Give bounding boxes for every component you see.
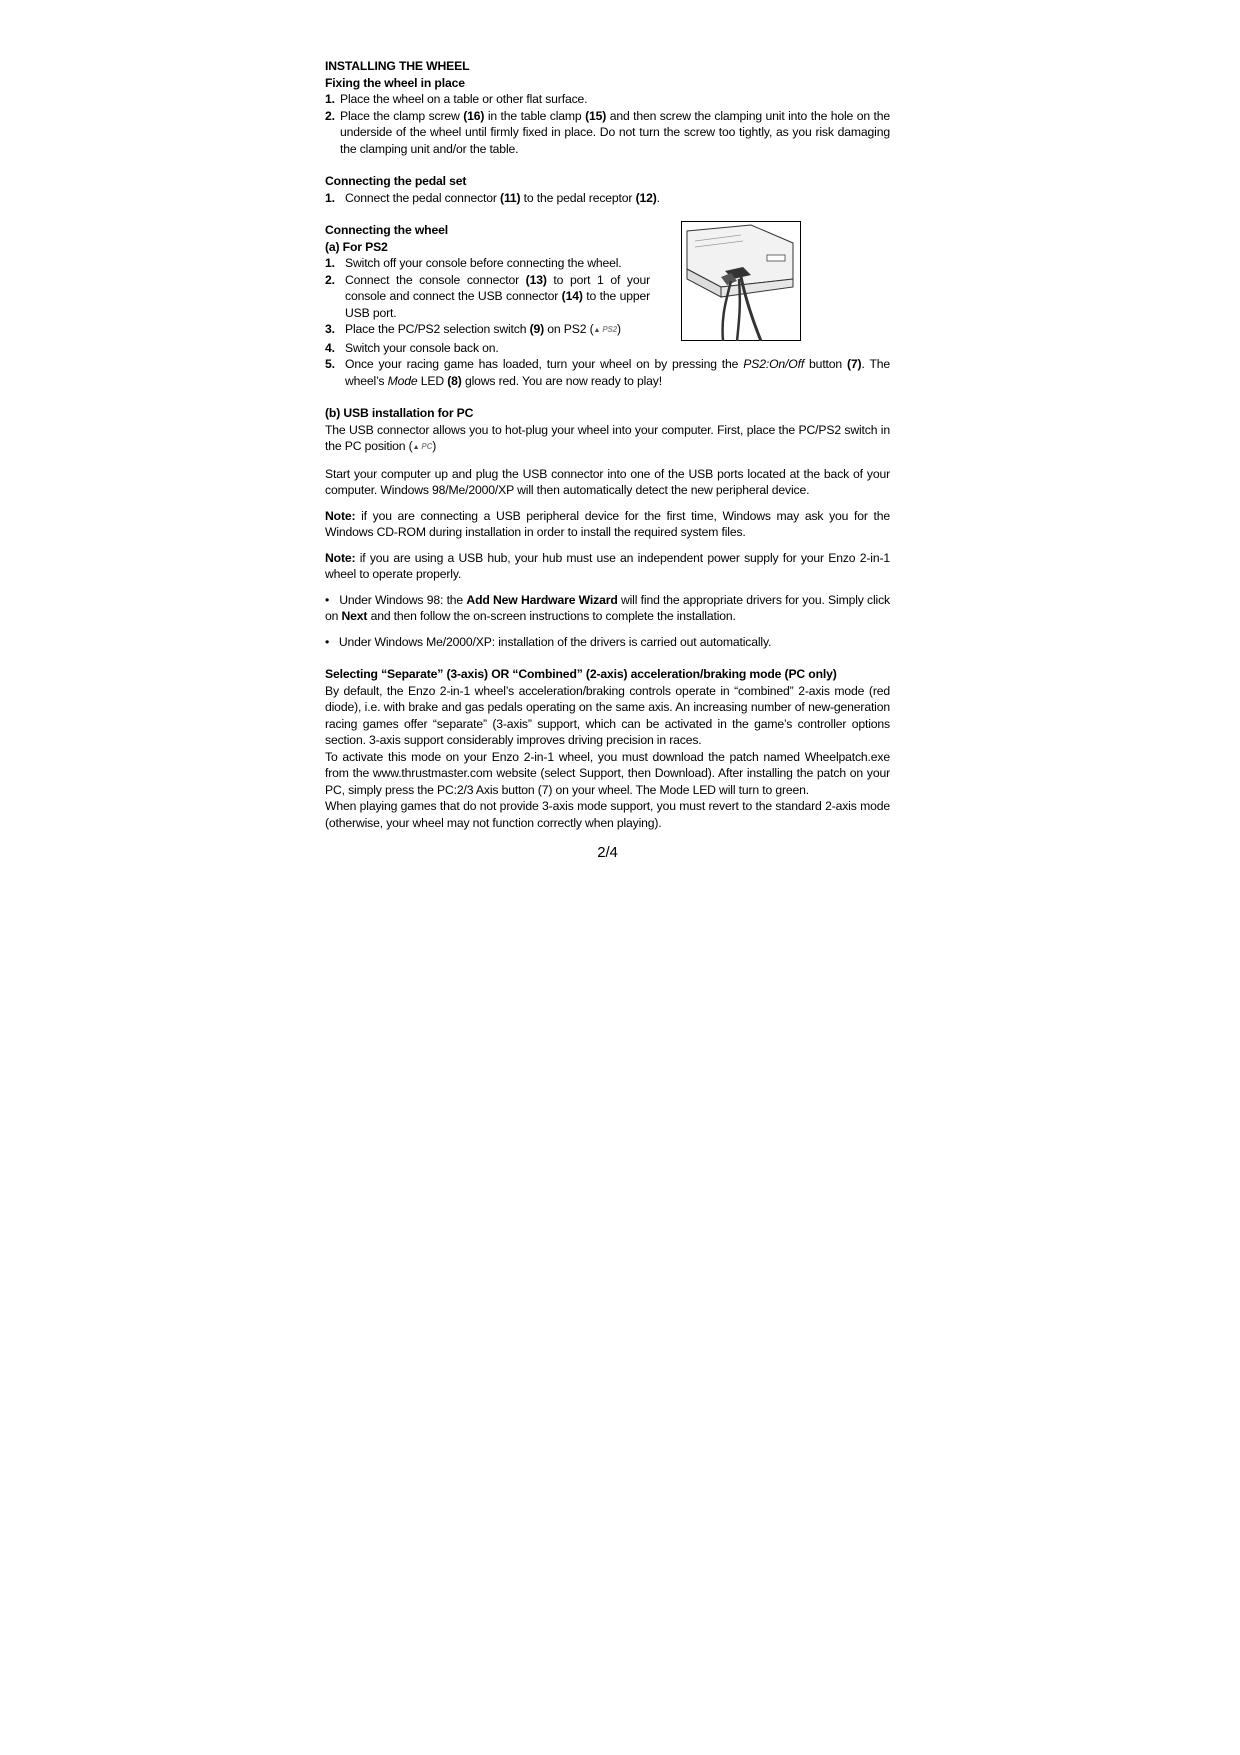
part-ref: (16) <box>463 108 485 123</box>
part-ref: (15) <box>585 108 607 123</box>
part-ref: (14) <box>561 289 583 303</box>
list-item <box>325 272 650 322</box>
part-ref: (13) <box>525 272 547 287</box>
list-number: 2. <box>325 108 335 123</box>
note-label: Note: <box>325 508 356 523</box>
bullet-item: • Under Windows Me/2000/XP: installation of the drivers is carried out automatically. <box>325 634 772 649</box>
paragraph: By default, the Enzo 2-in-1 wheel’s acceleration/braking controls operate in “combined” 2-axis mode (red diode), i.e. with brake and gas pedals operating on the same axis. An increasing number of new-generation racing games offer “separate” (3-axis” support, which can be activated in the game’s controller options section. 3-axis support considerably improves driving precision in races. <box>325 683 890 747</box>
list-text: Place the clamp screw <box>340 108 464 123</box>
subsection-heading-usb: (b) USB installation for PC <box>325 406 474 420</box>
list-text: to port 1 of your console and connect the USB connector <box>345 272 650 303</box>
page-number: 2/4 <box>597 844 618 861</box>
bullet-item: • Under Windows 98: the Add New Hardware Wizard will find the appropriate drivers for you. Simply click on Next and then follow the on-screen instructions to complete the installation. <box>325 592 891 623</box>
list-text: . <box>656 190 660 205</box>
subsection-heading-ps2: (a) For PS2 <box>325 239 388 254</box>
list-number: 3. <box>325 322 335 336</box>
section-heading-fixing: Fixing the wheel in place <box>325 75 465 90</box>
part-ref: (7) <box>847 357 862 371</box>
note-label: Note: <box>325 550 356 565</box>
list-text: glows red. You are now ready to play! <box>461 373 662 388</box>
list-number: 2. <box>325 272 335 287</box>
list-text: and then screw the clamping unit into the hole on the underside of the wheel until firmly fixed in place. Do not turn the screw too tightly, as you risk damaging the clamping unit and/or the table. <box>340 108 890 156</box>
paragraph: Start your computer up and plug the USB connector into one of the USB ports located at the back of your computer. Windows 98/Me/2000/XP will then automatically detect the new peripheral device. <box>325 466 890 497</box>
paragraph: The USB connector allows you to hot-plug your wheel into your computer. First, place the PC/PS2 switch in the PC position (▲ PC) <box>325 422 890 457</box>
switch-pc-icon: ▲ PC <box>412 442 433 451</box>
switch-ps2-icon: ▲ PS2 <box>593 325 618 334</box>
list-item <box>325 321 650 340</box>
list-text: Place the wheel on a table or other flat surface. <box>340 92 588 106</box>
list-number: 5. <box>325 357 335 371</box>
list-text: Place the PC/PS2 selection switch <box>345 322 530 336</box>
document-page <box>325 58 890 862</box>
list-text: Switch off your console before connecting the wheel. <box>345 256 622 270</box>
bullet-icon: • <box>325 634 330 649</box>
list-text: Switch your console back on. <box>345 340 499 355</box>
note-paragraph: Note: if you are using a USB hub, your hub must use an independent power supply for your Enzo 2-in-1 wheel to operate properly. <box>325 550 890 581</box>
list-item <box>325 190 890 207</box>
ps2-section <box>325 222 890 389</box>
bullet-icon: • <box>325 592 330 607</box>
list-item <box>325 91 890 108</box>
list-text: button <box>804 357 848 371</box>
list-text: Connect the pedal connector <box>345 190 501 205</box>
list-number: 1. <box>325 92 335 106</box>
list-text: ) <box>617 322 621 336</box>
list-item <box>325 108 890 158</box>
paragraph: To activate this mode on your Enzo 2-in-1 wheel, you must download the patch named Wheelpatch.exe from the www.thrustmaster.com website (select Support, then Download). After installing the patch on your PC, simply press the PC:2/3 Axis button (7) on your wheel. The Mode LED will turn to green. <box>325 749 890 797</box>
list-text: in the table clamp <box>484 108 586 123</box>
list-text: . The wheel’s <box>345 357 890 388</box>
list-text: to the pedal receptor <box>520 190 636 205</box>
section-heading-wheel: Connecting the wheel <box>325 223 448 237</box>
list-number: 1. <box>325 256 335 270</box>
list-text: to the upper USB port. <box>345 289 650 320</box>
part-ref: (11) <box>500 190 521 205</box>
page-title: INSTALLING THE WHEEL <box>325 59 470 73</box>
list-text: LED <box>417 373 448 388</box>
list-item <box>325 356 890 389</box>
list-number: 1. <box>325 190 335 205</box>
section-heading-mode: Selecting “Separate” (3-axis) OR “Combined” (2-axis) acceleration/braking mode (PC only) <box>325 667 837 681</box>
led-name: Mode <box>387 373 418 388</box>
button-name: PS2:On/Off <box>743 357 805 371</box>
section-heading-pedal: Connecting the pedal set <box>325 174 467 188</box>
list-item <box>325 340 890 357</box>
list-item <box>325 255 650 272</box>
part-ref: (9) <box>529 322 545 336</box>
part-ref: (8) <box>447 373 462 388</box>
part-ref: (12) <box>635 190 657 205</box>
list-number: 4. <box>325 340 335 355</box>
list-text: Once your racing game has loaded, turn your wheel on by pressing the <box>345 357 744 371</box>
list-text: on PS2 ( <box>544 322 594 336</box>
note-paragraph: Note: if you are connecting a USB peripheral device for the first time, Windows may ask you for the Windows CD-ROM during installation in order to install the required system files. <box>325 508 890 539</box>
console-connection-illustration <box>681 221 801 341</box>
paragraph: When playing games that do not provide 3-axis mode support, you must revert to the standard 2-axis mode (otherwise, your wheel may not function correctly when playing). <box>325 799 890 830</box>
list-text: Connect the console connector <box>345 272 526 287</box>
